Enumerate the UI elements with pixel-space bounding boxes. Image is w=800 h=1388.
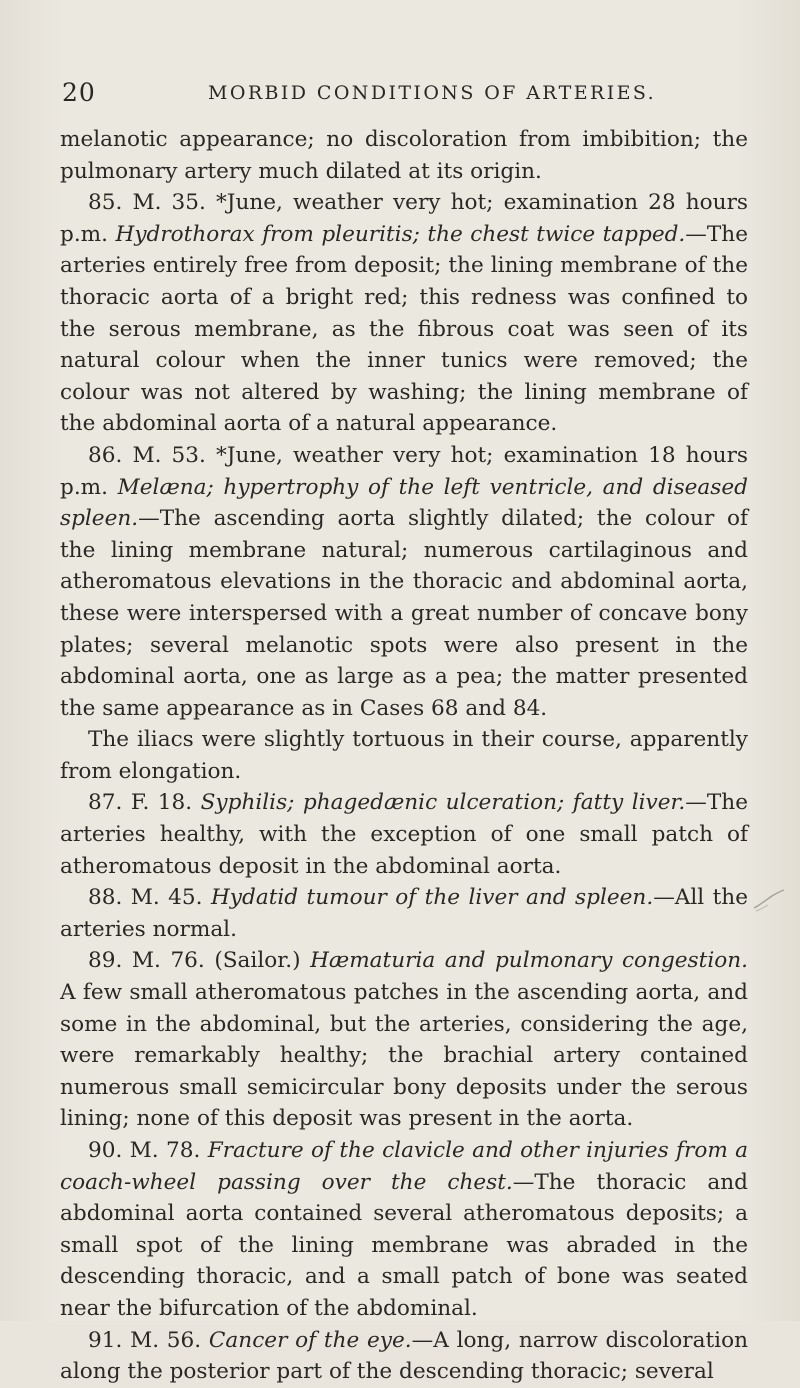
case-diagnosis: Fracture of the clavicle and other injuries from a coach-wheel passing over the chest. <box>60 1138 749 1195</box>
margin-ink-mark <box>752 888 786 914</box>
body-text <box>60 124 748 1388</box>
case-findings: —A long, narrow discoloration along the posterior part of the descending thoracic; several <box>60 1327 748 1385</box>
case-findings: —The ascending aorta slightly dilated; the colour of the lining membrane natural; numerous cartilaginous and atheromatous elevations in the thoracic and abdominal aorta, these were interspersed with a great number of concave bony plates; several melanotic spots were also present in the abdominal aorta, one as large as a pea; the matter presented the same appearance as in Cases 68 and 84. <box>60 506 748 721</box>
case-heading: 91. M. 56. <box>88 1327 202 1353</box>
case-heading: 85. M. 35. *June, weather very hot; examination 28 hours p.m. <box>60 190 748 247</box>
case-89 <box>60 945 748 1135</box>
case-85 <box>60 187 748 440</box>
case-diagnosis: Hydatid tumour of the liver and spleen. <box>210 885 654 911</box>
iliacs-note <box>60 724 748 787</box>
paragraph-continuation <box>60 124 748 187</box>
case-heading: 87. F. 18. <box>88 790 193 816</box>
case-heading: 89. M. 76. (Sailor.) <box>88 948 301 974</box>
case-findings: —All the arteries normal. <box>60 885 748 942</box>
case-diagnosis: Cancer of the eye. <box>208 1327 412 1353</box>
case-heading: 88. M. 45. <box>88 885 203 911</box>
case-findings: —The thoracic and abdominal aorta contained several atheromatous deposits; a small spot of the lining membrane was abraded in the descending thoracic, and a small patch of bone was seated near the bifurcation of the abdominal. <box>60 1169 748 1321</box>
case-diagnosis: Melæna; hypertrophy of the left ventricle, and diseased spleen. <box>60 474 748 532</box>
case-87 <box>60 787 748 882</box>
case-diagnosis: Hydrothorax from pleuritis; the chest twice tapped. <box>115 221 686 247</box>
case-diagnosis: Syphilis; phagedænic ulceration; fatty liver. <box>200 790 686 816</box>
case-findings: —The arteries healthy, with the exception of one small patch of atheromatous deposit in the abdominal aorta. <box>60 790 748 879</box>
case-91 <box>60 1325 748 1388</box>
case-90 <box>60 1135 748 1325</box>
case-diagnosis: Hæmaturia and pulmonary congestion. <box>310 948 748 974</box>
case-86 <box>60 440 748 724</box>
case-heading: 86. M. 53. *June, weather very hot; examination 18 hours p.m. <box>60 442 748 500</box>
case-findings: A few small atheromatous patches in the ascending aorta, and some in the abdominal, but the arteries, considering the age, were remarkably healthy; the brachial artery contained numerous small semicircular bony deposits under the serous lining; none of this deposit was present in the aorta. <box>60 980 748 1132</box>
paragraph-lead: melanotic appearance; no discoloration from imbibition; the pulmonary artery much dilated at its origin. <box>60 127 748 184</box>
case-88 <box>60 882 748 945</box>
case-findings: —The arteries entirely free from deposit; the lining membrane of the thoracic aorta of a bright red; this redness was confined to the serous membrane, as the fibrous coat was seen of its natural colour when the inner tunics were removed; the colour was not altered by washing; the lining membrane of the abdominal aorta of a natural appearance. <box>60 221 748 437</box>
case-heading: 90. M. 78. <box>88 1138 201 1163</box>
page-number: 20 <box>62 78 96 107</box>
paragraph-lead: The iliacs were slightly tortuous in their course, apparently from elongation. <box>60 727 748 784</box>
running-head: MORBID CONDITIONS OF ARTERIES. <box>208 82 657 104</box>
